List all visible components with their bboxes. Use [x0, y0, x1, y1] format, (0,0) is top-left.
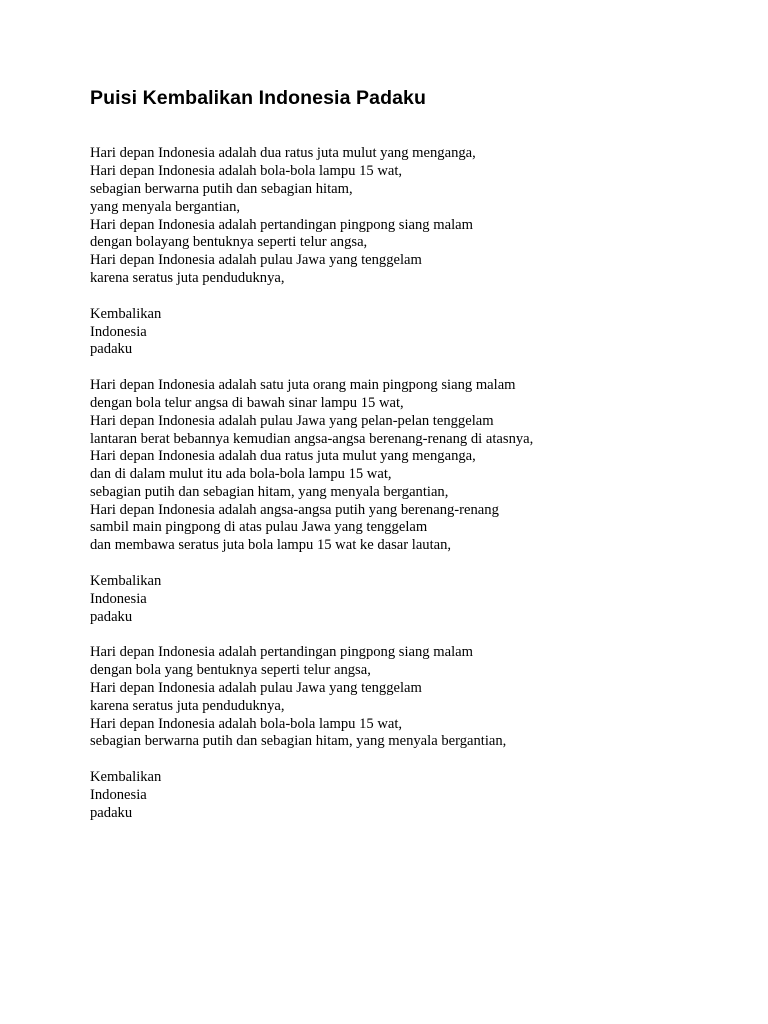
poem-line: dengan bola yang bentuknya seperti telur angsa,	[90, 662, 371, 679]
poem-line: karena seratus juta penduduknya,	[90, 269, 285, 286]
stanza-refrain	[90, 306, 678, 359]
poem-line: Hari depan Indonesia adalah dua ratus juta mulut yang menganga,	[90, 145, 476, 162]
poem-line: dengan bolayang bentuknya seperti telur angsa,	[90, 234, 368, 251]
poem-line: Hari depan Indonesia adalah pertandingan pingpong siang malam	[90, 216, 473, 233]
poem-line: Indonesia	[90, 590, 147, 607]
poem-line: Hari depan Indonesia adalah pertandingan pingpong siang malam	[90, 644, 473, 661]
poem-line: sebagian putih dan sebagian hitam, yang menyala bergantian,	[90, 483, 449, 500]
poem-line: Hari depan Indonesia adalah angsa-angsa putih yang berenang-renang	[90, 501, 499, 518]
poem-line: Hari depan Indonesia adalah satu juta orang main pingpong siang malam	[90, 377, 516, 394]
poem-line: Hari depan Indonesia adalah dua ratus juta mulut yang menganga,	[90, 448, 476, 465]
poem-line: dan membawa seratus juta bola lampu 15 wat ke dasar lautan,	[90, 537, 452, 554]
poem-line: sebagian berwarna putih dan sebagian hitam,	[90, 180, 353, 197]
poem-line: Hari depan Indonesia adalah pulau Jawa yang tenggelam	[90, 252, 422, 269]
poem-line: Hari depan Indonesia adalah pulau Jawa yang tenggelam	[90, 680, 422, 697]
poem-line: Hari depan Indonesia adalah bola-bola lampu 15 wat,	[90, 715, 403, 732]
poem-line: Kembalikan	[90, 769, 162, 786]
poem-line: dengan bola telur angsa di bawah sinar lampu 15 wat,	[90, 394, 404, 411]
poem-line: lantaran berat bebannya kemudian angsa-angsa berenang-renang di atasnya,	[90, 430, 534, 447]
poem-line: Hari depan Indonesia adalah bola-bola lampu 15 wat,	[90, 163, 403, 180]
poem-line: padaku	[90, 608, 133, 625]
poem-line: sambil main pingpong di atas pulau Jawa yang tenggelam	[90, 519, 428, 536]
stanza-refrain	[90, 769, 678, 822]
poem-line: Kembalikan	[90, 305, 162, 322]
poem-line: Indonesia	[90, 323, 147, 340]
poem-line: dan di dalam mulut itu ada bola-bola lampu 15 wat,	[90, 466, 392, 483]
poem-line: karena seratus juta penduduknya,	[90, 697, 285, 714]
poem-line: padaku	[90, 341, 133, 358]
stanza-refrain	[90, 573, 678, 626]
page-title: Puisi Kembalikan Indonesia Padaku	[90, 87, 426, 109]
stanza	[90, 145, 678, 287]
poem-line: sebagian berwarna putih dan sebagian hitam, yang menyala bergantian,	[90, 733, 507, 750]
poem-line: padaku	[90, 804, 133, 821]
poem-line: Hari depan Indonesia adalah pulau Jawa yang pelan-pelan tenggelam	[90, 412, 494, 429]
poem-line: Kembalikan	[90, 573, 162, 590]
poem-line: yang menyala bergantian,	[90, 198, 241, 215]
stanza	[90, 377, 678, 555]
poem-line: Indonesia	[90, 787, 147, 804]
stanza	[90, 644, 678, 751]
